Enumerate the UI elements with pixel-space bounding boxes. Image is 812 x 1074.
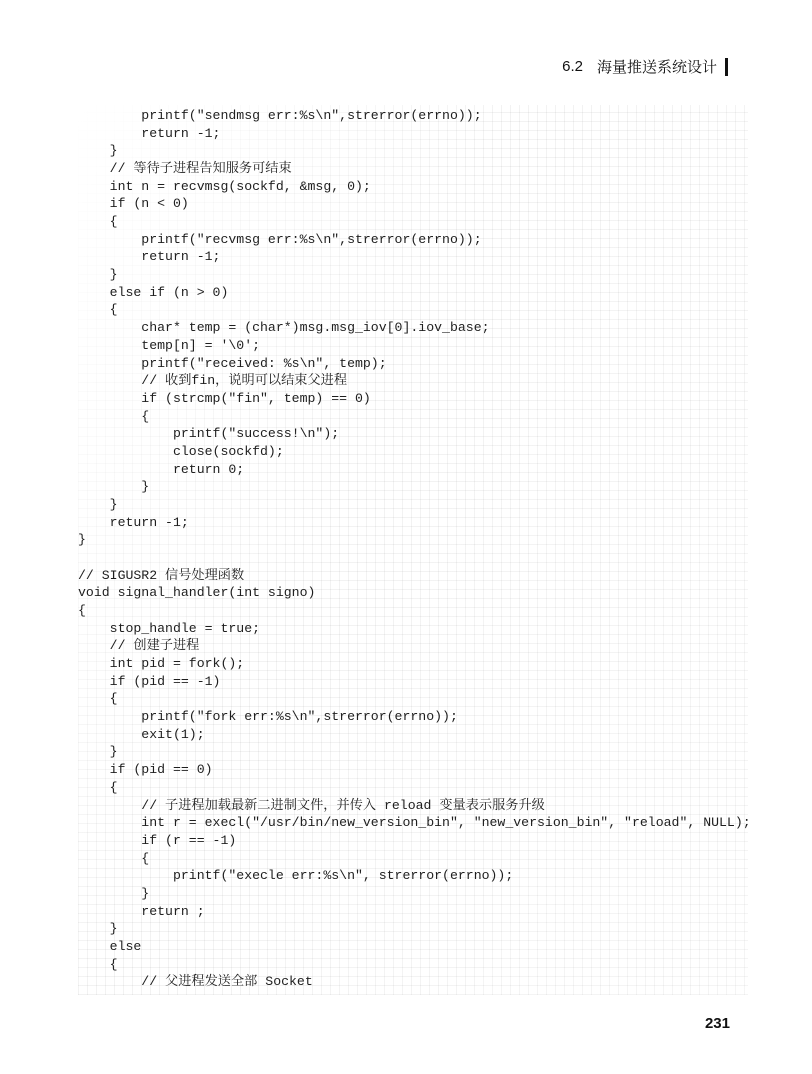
code-line: printf("fork err:%s\n",strerror(errno)); xyxy=(78,709,458,725)
code-line: int n = recvmsg(sockfd, &msg, 0); xyxy=(78,178,371,194)
code-line: { xyxy=(78,214,118,230)
code-line: return -1; xyxy=(78,514,189,530)
code-line: close(sockfd); xyxy=(78,443,284,459)
code-line: temp[n] = '\0'; xyxy=(78,337,261,353)
code-line: int pid = fork(); xyxy=(78,656,245,672)
code-line: // SIGUSR2 信号处理函数 xyxy=(78,567,245,583)
code-line: char* temp = (char*)msg.msg_iov[0].iov_base; xyxy=(78,320,490,336)
code-line: { xyxy=(78,691,118,707)
code-line: { xyxy=(78,302,118,318)
code-line: printf("recvmsg err:%s\n",strerror(errno)); xyxy=(78,231,482,247)
code-line: return -1; xyxy=(78,249,221,265)
code-line: if (r == -1) xyxy=(78,832,237,848)
code-line: if (n < 0) xyxy=(78,196,189,212)
code-line: else xyxy=(78,938,142,954)
code-line: // 子进程加载最新二进制文件，并传入 reload 变量表示服务升级 xyxy=(78,797,545,813)
code-line: { xyxy=(78,779,118,795)
code-line: } xyxy=(78,921,118,937)
code-line: { xyxy=(78,956,118,972)
code-line: void signal_handler(int signo) xyxy=(78,585,316,601)
code-line: stop_handle = true; xyxy=(78,620,261,636)
code-line: } xyxy=(78,267,118,283)
code-line: printf("execle err:%s\n", strerror(errno)); xyxy=(78,868,514,884)
code-line: } xyxy=(78,496,118,512)
running-header xyxy=(562,56,728,77)
code-line: if (pid == -1) xyxy=(78,673,221,689)
page-number: 231 xyxy=(704,1015,730,1032)
code-line: return 0; xyxy=(78,461,245,477)
code-line: printf("success!\n"); xyxy=(78,426,340,442)
header-bar xyxy=(725,58,728,76)
code-line: if (strcmp("fin", temp) == 0) xyxy=(78,390,371,406)
code-line: // 收到fin，说明可以结束父进程 xyxy=(78,373,348,389)
code-line: int r = execl("/usr/bin/new_version_bin", "new_version_bin", "reload", NULL); xyxy=(78,815,751,831)
section-number: 6.2 xyxy=(562,58,583,75)
code-line: printf("received: %s\n", temp); xyxy=(78,355,387,371)
code-line: } xyxy=(78,532,86,548)
code-line: } xyxy=(78,143,118,159)
code-line: // 等待子进程告知服务可结束 xyxy=(78,161,292,177)
code-line: } xyxy=(78,744,118,760)
code-line: if (pid == 0) xyxy=(78,762,213,778)
code-line: // 创建子进程 xyxy=(78,638,200,654)
code-line: { xyxy=(78,408,150,424)
code-line: // 父进程发送全部 Socket xyxy=(78,974,313,990)
code-line: else if (n > 0) xyxy=(78,284,229,300)
code-line: } xyxy=(78,479,150,495)
code-line: } xyxy=(78,885,150,901)
code-line: return -1; xyxy=(78,125,221,141)
code-line: return ; xyxy=(78,903,205,919)
code-line: { xyxy=(78,603,86,619)
code-line: { xyxy=(78,850,150,866)
code-line: exit(1); xyxy=(78,726,205,742)
code-line: printf("sendmsg err:%s\n",strerror(errno)); xyxy=(78,108,482,123)
section-title: 海量推送系统设计 xyxy=(596,58,717,76)
